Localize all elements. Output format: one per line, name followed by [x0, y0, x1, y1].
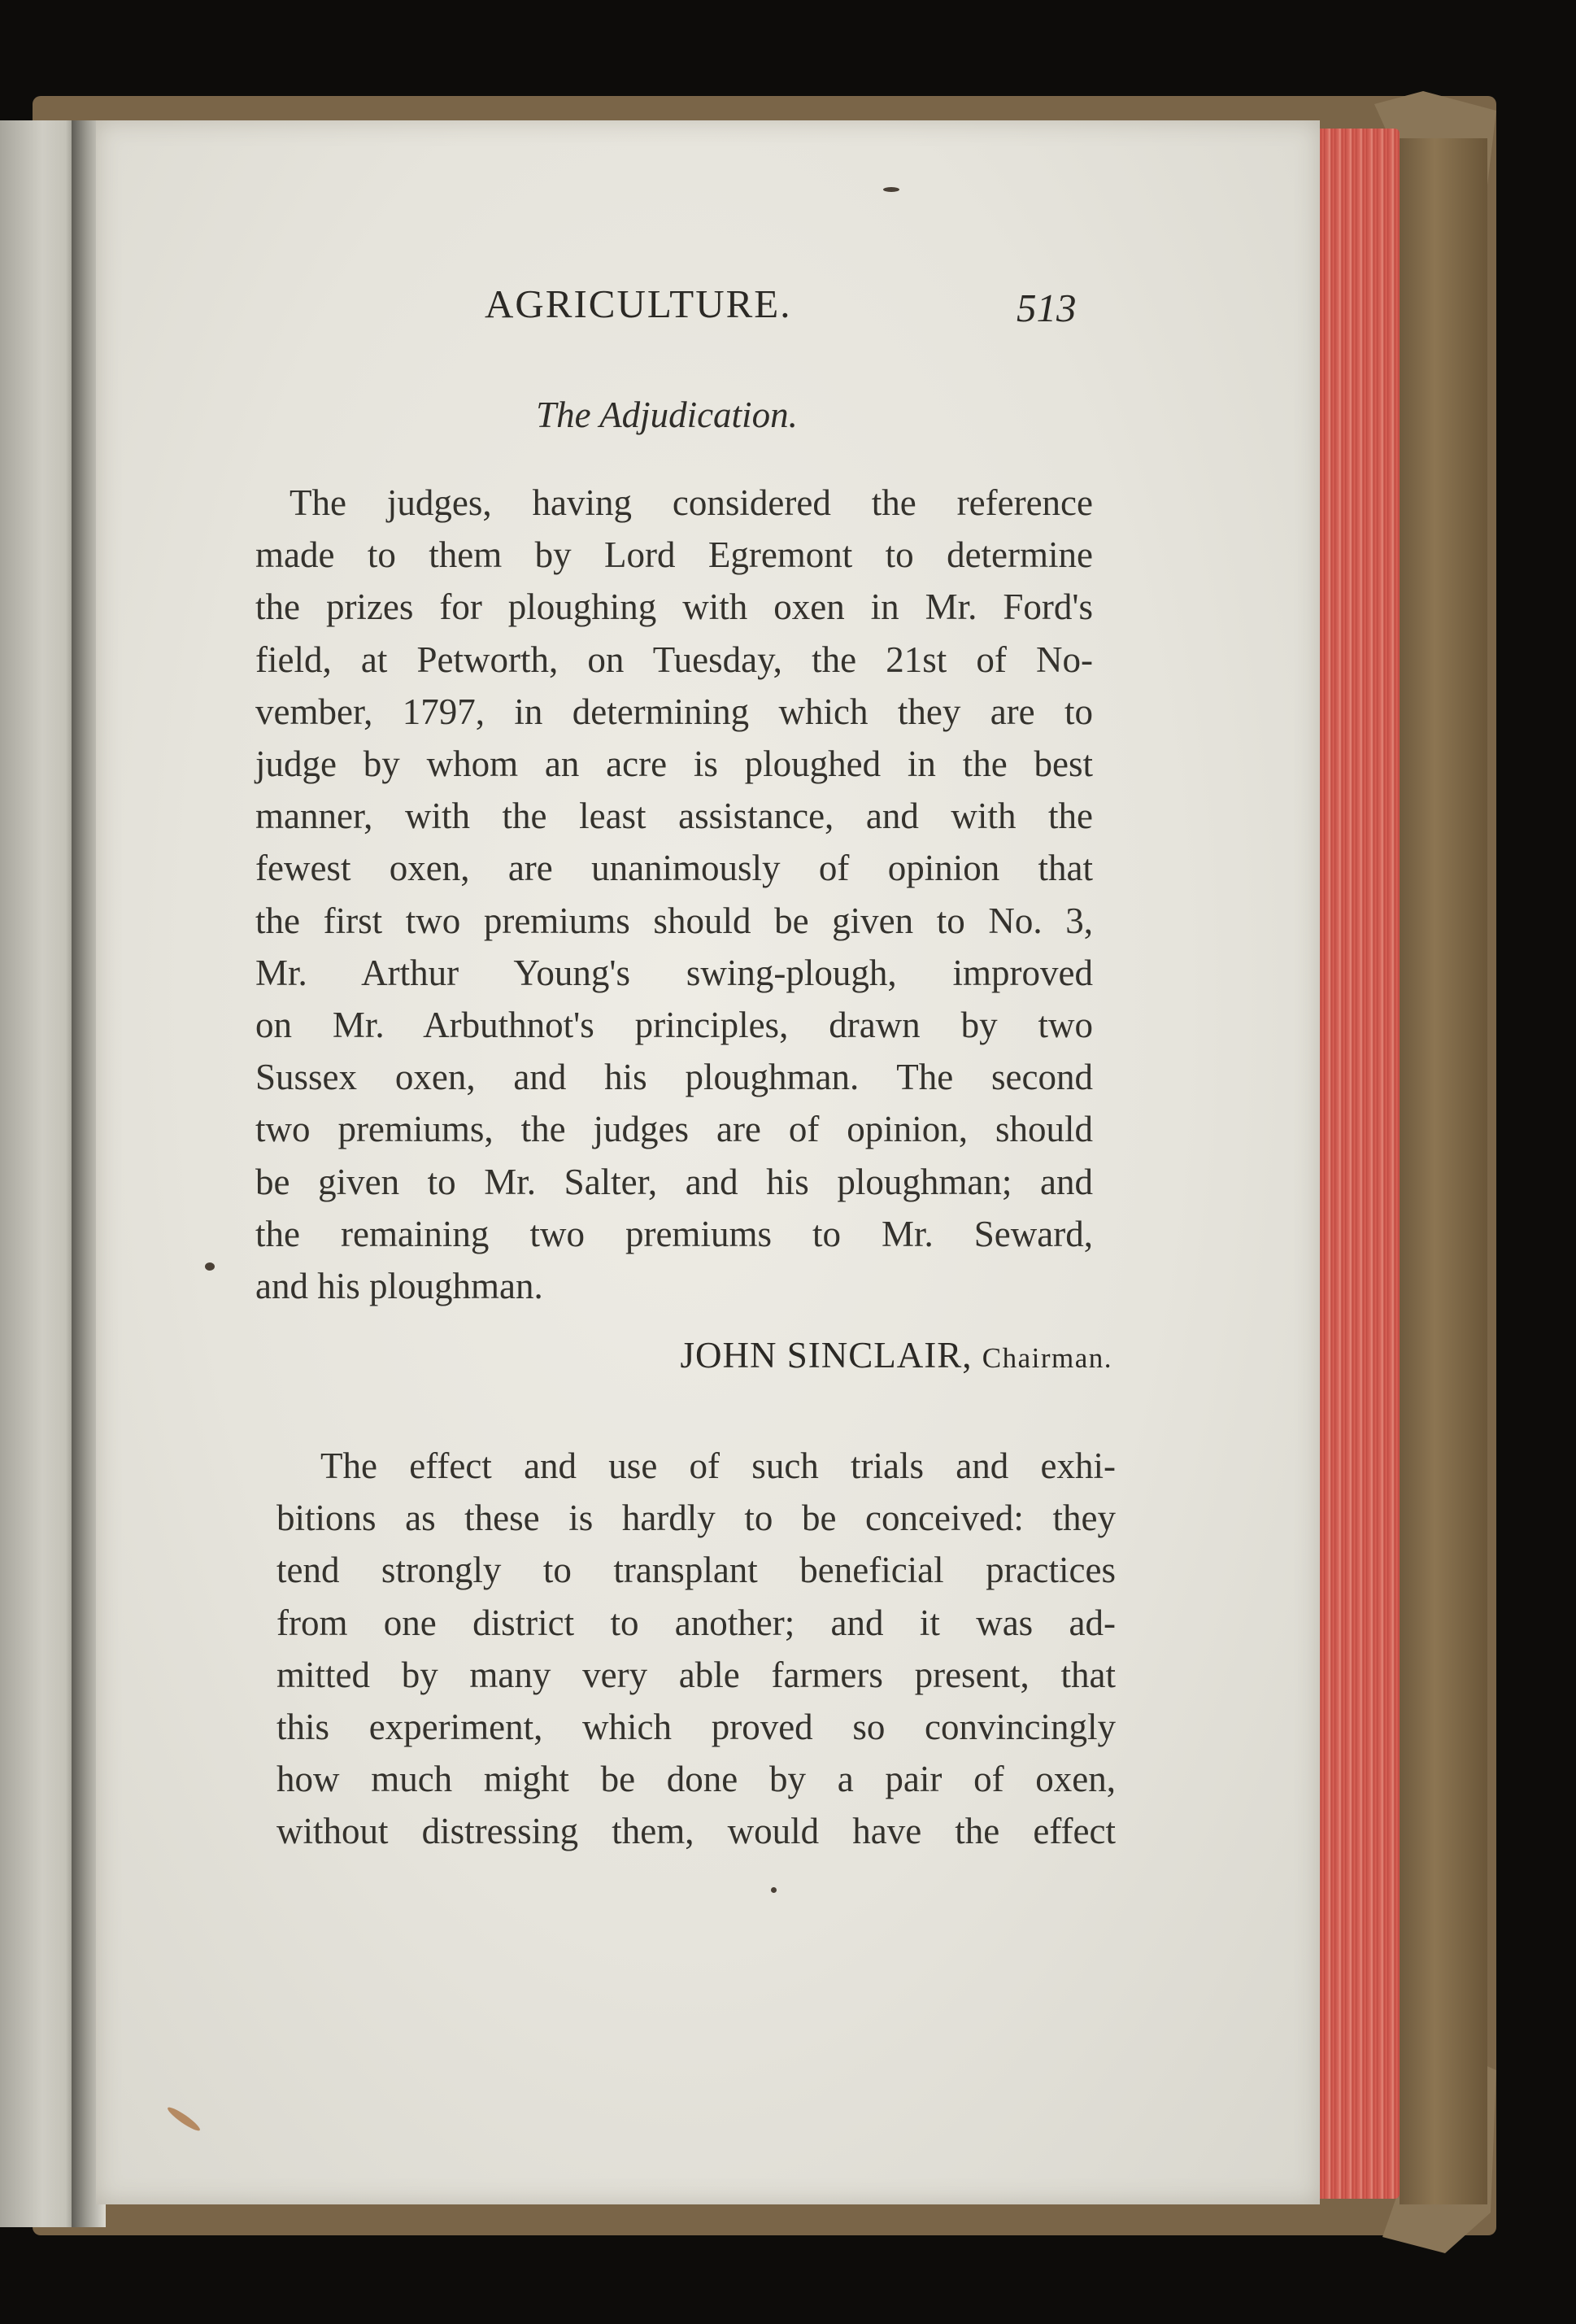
paper-speck: [205, 1262, 215, 1271]
text-line: tend strongly to transplant beneficial practices: [276, 1550, 1116, 1591]
text-line: how much might be done by a pair of oxen,: [276, 1759, 1116, 1800]
paper-speck: [883, 187, 899, 192]
text-line: The judges, having considered the reference: [290, 482, 1093, 523]
text-line: without distressing them, would have the effect: [276, 1811, 1116, 1852]
text-line: the prizes for ploughing with oxen in Mr. Ford's: [255, 586, 1093, 628]
text-line: The effect and use of such trials and exhi-: [320, 1445, 1116, 1486]
text-line: mitted by many very able farmers present, that: [276, 1654, 1116, 1695]
text-line: the first two premiums should be given to No. 3,: [255, 900, 1093, 941]
text-line: Sussex oxen, and his ploughman. The second: [255, 1057, 1093, 1098]
text-line: fewest oxen, are unanimously of opinion that: [255, 848, 1093, 889]
text-line: on Mr. Arbuthnot's principles, drawn by two: [255, 1005, 1093, 1046]
text-line: bitions as these is hardly to be conceived: they: [276, 1498, 1116, 1539]
signature-title: Chairman.: [982, 1342, 1112, 1374]
page-number: 513: [1017, 286, 1077, 330]
text-line: manner, with the least assistance, and with the: [255, 796, 1093, 837]
text-line: from one district to another; and it was ad-: [276, 1602, 1116, 1643]
text-line: be given to Mr. Salter, and his ploughman; and: [255, 1161, 1093, 1202]
paragraph-adjudication: [255, 477, 1093, 1312]
text-line: the remaining two premiums to Mr. Seward,: [255, 1213, 1093, 1254]
text-line: Mr. Arthur Young's swing-plough, improved: [255, 952, 1093, 993]
section-title: The Adjudication.: [536, 395, 798, 435]
running-head: AGRICULTURE.: [485, 281, 792, 326]
text-line: field, at Petworth, on Tuesday, the 21st of No-: [255, 639, 1093, 680]
text-line: this experiment, which proved so convincingly: [276, 1707, 1116, 1748]
signature: [530, 1334, 1112, 1376]
paragraph-effect: [276, 1440, 1116, 1858]
cover-board-edge: [1400, 138, 1487, 2204]
signature-name: JOHN SINCLAIR,: [680, 1335, 973, 1376]
text-line: judge by whom an acre is ploughed in the best: [255, 743, 1093, 785]
text-line: and his ploughman.: [255, 1266, 543, 1307]
facing-page-edge: [0, 120, 77, 2227]
text-line: made to them by Lord Egremont to determine: [255, 534, 1093, 576]
paper-speck: [771, 1887, 777, 1893]
text-line: two premiums, the judges are of opinion, should: [255, 1109, 1093, 1150]
text-line: vember, 1797, in determining which they are to: [255, 691, 1093, 732]
